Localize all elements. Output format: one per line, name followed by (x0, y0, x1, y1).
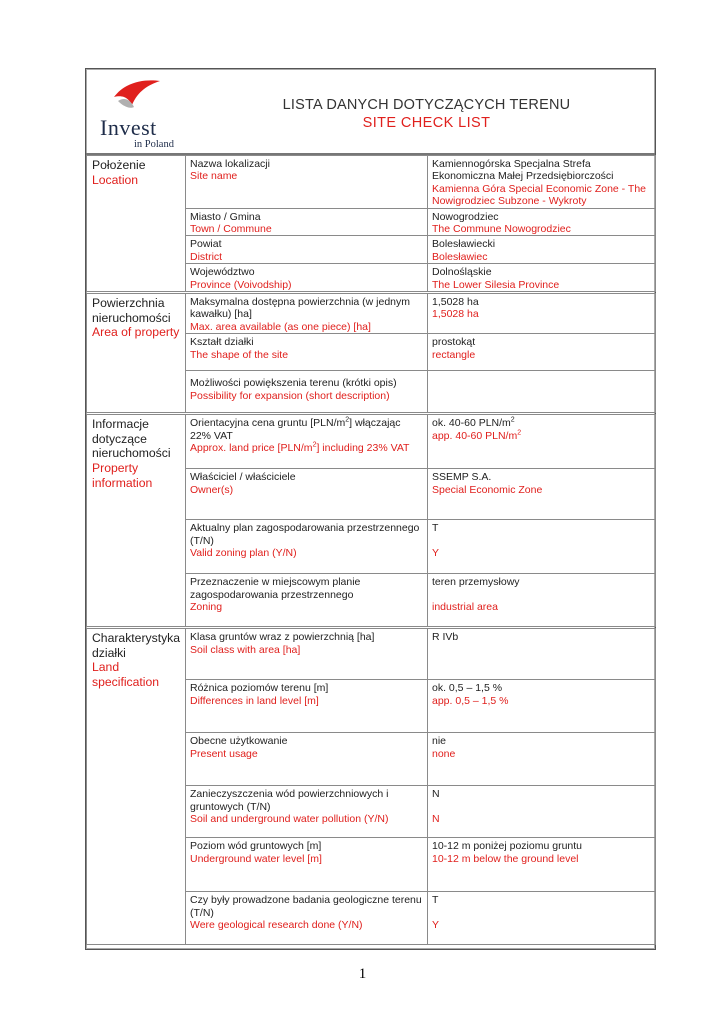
value-cell: 10-12 m poniżej poziomu gruntu 10-12 m below the ground level (428, 838, 656, 892)
title-polish: LISTA DANYCH DOTYCZĄCYCH TERENU (282, 97, 571, 113)
value-cell: N N (428, 786, 656, 838)
label-cell: Aktualny plan zagospodarowania przestrzennego (T/N) Valid zoning plan (Y/N) (186, 520, 428, 574)
label-cell: Miasto / Gmina Town / Commune (186, 208, 428, 236)
value-cell: ok. 0,5 – 1,5 % app. 0,5 – 1,5 % (428, 680, 656, 733)
section-land-specification: Charakterystyka działki Land specification (87, 628, 186, 945)
section-area-of-property: Powierzchnia nieruchomości Area of property (87, 293, 186, 414)
label-cell: Poziom wód gruntowych [m] Underground water level [m] (186, 838, 428, 892)
value-cell (428, 371, 656, 414)
label-cell: Właściciel / właściciele Owner(s) (186, 469, 428, 520)
value-cell: Nowogrodziec The Commune Nowogrodziec (428, 208, 656, 236)
site-check-list-form (85, 68, 656, 950)
value-cell: ok. 40-60 PLN/$m^2$ app. 40-60 PLN/$m^2$ (428, 414, 656, 469)
section-property-information: Informacje dotyczące nieruchomości Property information (87, 414, 186, 628)
label-cell: Województwo Province (Voivodship) (186, 264, 428, 293)
value-cell: 1,5028 ha 1,5028 ha (428, 293, 656, 334)
label-cell: Zanieczyszczenia wód powierzchniowych i gruntowych (T/N) Soil and underground water pollution (Y/N) (186, 786, 428, 838)
value-cell: T Y (428, 892, 656, 945)
label-cell: Czy były prowadzone badania geologiczne terenu (T/N) Were geological research done (Y/N) (186, 892, 428, 945)
value-cell: SSEMP S.A. Special Economic Zone (428, 469, 656, 520)
value-cell: R IVb (428, 628, 656, 680)
value-cell: teren przemysłowy industrial area (428, 574, 656, 628)
value-cell: Bolesławiecki Bolesławiec (428, 236, 656, 264)
label-cell: Kształt działki The shape of the site (186, 334, 428, 371)
logo-subtitle: in Poland (134, 139, 174, 150)
label-cell: Maksymalna dostępna powierzchnia (w jednym kawałku) [ha] Max. area available (as one piece) [ha] (186, 293, 428, 334)
invest-in-poland-logo (90, 77, 186, 149)
table-row (87, 293, 656, 334)
label-cell: Orientacyjna cena gruntu $[PLN/m^2]$ włączając 22% VAT Approx. land price $[PLN/m^2]$ including 23% VAT (186, 414, 428, 469)
title-english: SITE CHECK LIST (362, 115, 491, 131)
value-cell: nie none (428, 733, 656, 786)
site-data-table (86, 155, 656, 945)
page-number: 1 (358, 966, 367, 982)
value-cell: T Y (428, 520, 656, 574)
value-cell: Kamiennogórska Specjalna Strefa Ekonomiczna Małej Przedsiębiorczości Kamienna Góra Special Economic Zone - The Nowigrodziec Subzone - Wykroty (428, 156, 656, 209)
label-cell: Różnica poziomów terenu [m] Differences in land level [m] (186, 680, 428, 733)
value-cell: Dolnośląskie The Lower Silesia Province (428, 264, 656, 293)
label-cell: Nazwa lokalizacji Site name (186, 156, 428, 209)
label-cell: Możliwości powiększenia terenu (krótki opis) Possibility for expansion (short description) (186, 371, 428, 414)
table-row (87, 414, 656, 469)
table-row (87, 628, 656, 680)
section-location: Położenie Location (87, 156, 186, 293)
value-cell: prostokąt rectangle (428, 334, 656, 371)
table-row (87, 156, 656, 209)
label-cell: Przeznaczenie w miejscowym planie zagospodarowania przestrzennego Zoning (186, 574, 428, 628)
form-header (86, 69, 655, 155)
label-cell: Powiat District (186, 236, 428, 264)
label-cell: Klasa gruntów wraz z powierzchnią [ha] Soil class with area [ha] (186, 628, 428, 680)
logo-word: Invest (100, 115, 157, 140)
label-cell: Obecne użytkowanie Present usage (186, 733, 428, 786)
